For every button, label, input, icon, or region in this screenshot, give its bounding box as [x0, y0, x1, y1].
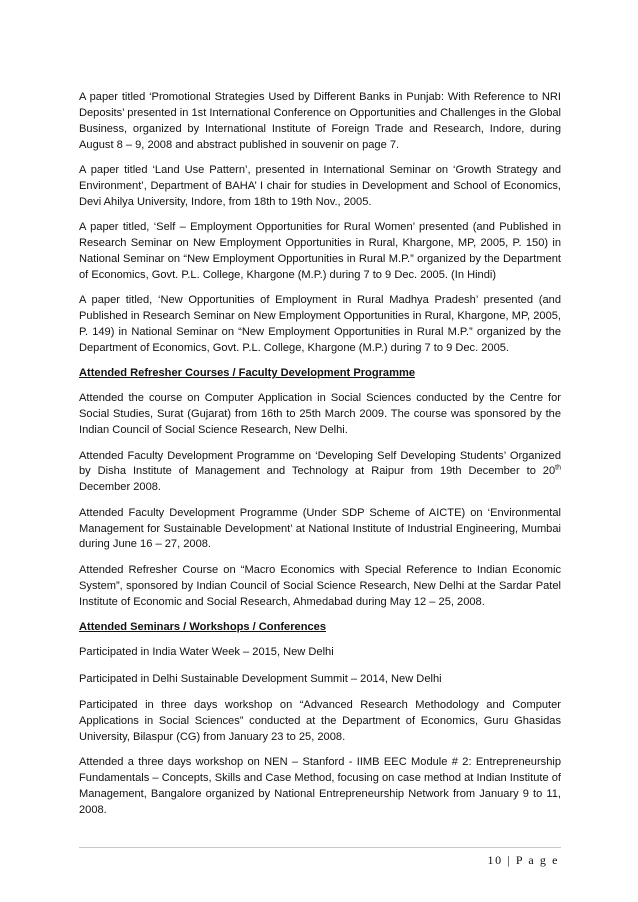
paper-entry: A paper titled, ‘Self – Employment Opportunities for Rural Women’ presented (and Published in Research Seminar on New Employment Opportunities in Rural, Khargone, MP, 2005, P. 150) in National Seminar on “New Employment Opportunities in Rural M.P.” organized by the Department of Economics, Govt. P.L. College, Khargone (M.P.) during 7 to 9 Dec. 2005. (In Hindi) [79, 221, 561, 281]
seminar-entry: Attended a three days workshop on NEN – Stanford - IIMB EEC Module # 2: Entrepreneurship Fundamentals – Concepts, Skills and Case Method, focusing on case method at Indian Institute of Management, Bangalore organized by National Entrepreneurship Network from January 9 to 11, 2008. [79, 756, 561, 817]
footer-divider [79, 847, 561, 848]
seminars-heading: Attended Seminars / Workshops / Conferences [79, 620, 326, 633]
refresher-entry: Attended the course on Computer Application in Social Sciences conducted by the Centre for Social Studies, Surat (Gujarat) from 16th to 25th March 2009. The course was sponsored by the Indian Council of Social Science Research, New Delhi. [79, 392, 561, 437]
seminar-entry: Participated in India Water Week – 2015, New Delhi [79, 646, 334, 659]
paper-entry: A paper titled, ‘New Opportunities of Employment in Rural Madhya Pradesh’ presented (and Published in Research Seminar on New Employment Opportunities in Rural, Khargone, MP, 2005, P. 149) in National Seminar on “New Employment Opportunities in Rural M.P.” organized by the Department of Economics, Govt. P.L. College, Khargone (M.P.) during 7 to 9 Dec. 2005. [79, 294, 561, 354]
refresher-entry [79, 449, 561, 497]
refresher-entry-tail: December 2008. [79, 481, 162, 494]
seminar-entry: Participated in three days workshop on “Advanced Research Methodology and Computer Applications in Social Sciences” conducted at the Department of Economics, Guru Ghasidas University, Bilaspur (CG) from January 23 to 25, 2008. [79, 699, 561, 743]
ordinal-suffix: th [555, 464, 561, 472]
page-number: 10 | P a g e [487, 853, 559, 867]
refresher-entry: Attended Refresher Course on “Macro Economics with Special Reference to Indian Economic System”, sponsored by Indian Council of Social Science Research, New Delhi at the Sardar Patel Institute of Economic and Social Research, Ahmedabad during May 12 – 25, 2008. [79, 563, 561, 608]
paper-entry: A paper titled ‘Land Use Pattern’, presented in International Seminar on ‘Growth Strategy and Environment’, Department of BAHA’ I chair for studies in Development and School of Economics, Devi Ahilya University, Indore, from 18th to 19th Nov., 2005. [79, 164, 561, 208]
refresher-heading: Attended Refresher Courses / Faculty Development Programme [79, 367, 415, 380]
seminar-entry: Participated in Delhi Sustainable Development Summit – 2014, New Delhi [79, 672, 442, 685]
refresher-entry: Attended Faculty Development Programme (Under SDP Scheme of AICTE) on ‘Environmental Management for Sustainable Development’ at National Institute of Industrial Engineering, Mumbai during June 16 – 27, 2008. [79, 506, 561, 551]
refresher-entry-text: Attended Faculty Development Programme on ‘Developing Self Developing Students’ Organized by Disha Institute of Management and Technology at Raipur from 19th December to 20 [79, 449, 561, 478]
paper-entry: A paper titled ‘Promotional Strategies Used by Different Banks in Punjab: With Reference to NRI Deposits’ presented in 1st International Conference on Opportunities and Challenges in the Global Business, organized by International Institute of Foreign Trade and Research, Indore, during August 8 – 9, 2008 and abstract published in souvenir on page 7. [79, 91, 561, 151]
page-body [79, 90, 561, 828]
